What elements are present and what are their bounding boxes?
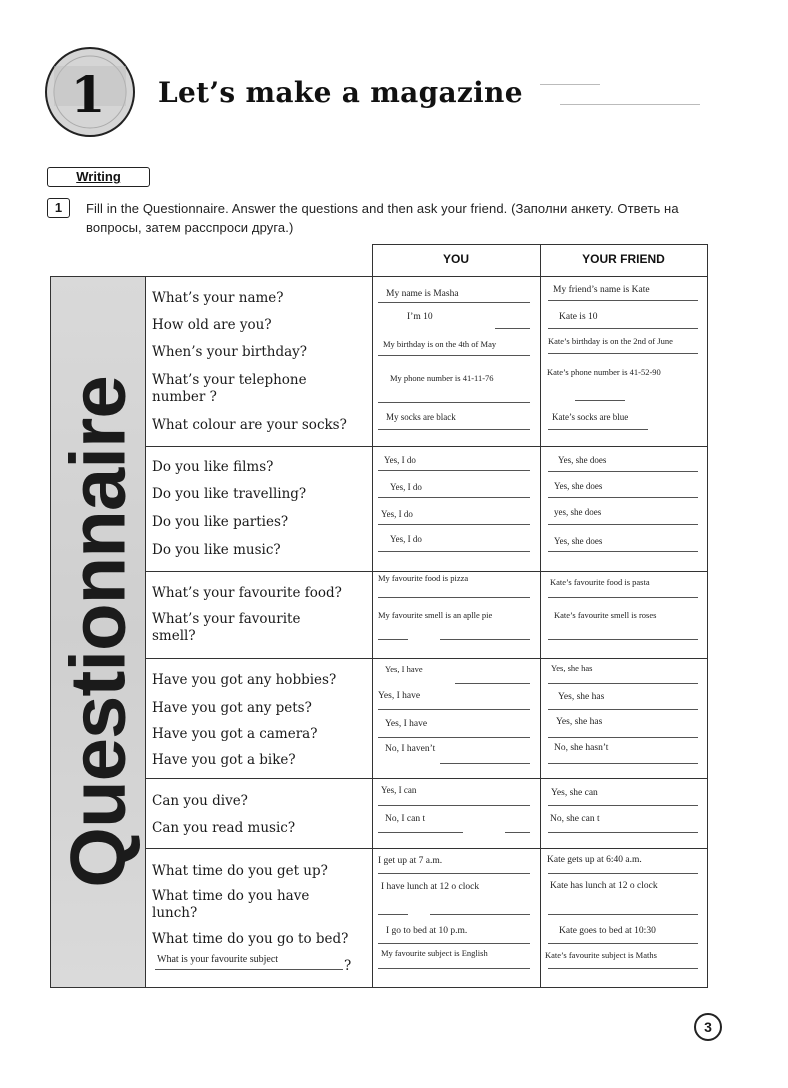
answer-you-pets: Yes, I have <box>378 691 421 701</box>
section-label-writing: Writing <box>47 167 150 187</box>
question-films: Do you like films? <box>152 459 274 475</box>
sidebar-label: Questionnaire <box>53 376 141 888</box>
answer-you-food: My favourite food is pizza <box>378 573 469 583</box>
question-subject-handwritten: What is your favourite subject <box>157 954 279 965</box>
answer-you-music: Yes, I do <box>390 534 422 544</box>
answer-friend-lunch: Kate has lunch at 12 o clock <box>550 881 658 891</box>
answer-friend-age: Kate is 10 <box>559 312 598 322</box>
answer-you-camera: Yes, I have <box>385 719 428 729</box>
answer-friend-name: My friend’s name is Kate <box>553 285 650 295</box>
unit-number-badge <box>44 46 136 138</box>
question-pets: Have you got any pets? <box>152 700 312 716</box>
answer-you-subject: My favourite subject is English <box>381 948 488 958</box>
answer-you-hobbies: Yes, I have <box>385 664 423 674</box>
question-read-music: Can you read music? <box>152 820 296 836</box>
page-title: Let’s make a magazine <box>158 76 523 109</box>
answer-friend-smell: Kate’s favourite smell is roses <box>554 610 657 620</box>
answer-friend-dive: Yes, she can <box>551 788 598 798</box>
question-telephone-cont: number ? <box>152 389 217 405</box>
column-header-your-friend: YOUR FRIEND <box>582 252 665 266</box>
answer-you-bike: No, I haven’t <box>385 744 436 754</box>
answer-you-birthday: My birthday is on the 4th of May <box>383 339 497 349</box>
answer-friend-subject: Kate’s favourite subject is Maths <box>545 950 657 960</box>
answer-you-parties: Yes, I do <box>381 509 413 519</box>
question-birthday: When’s your birthday? <box>152 344 308 360</box>
answer-friend-food: Kate’s favourite food is pasta <box>550 577 650 587</box>
svg-text:1: 1 <box>70 65 106 124</box>
answer-you-smell: My favourite smell is an aplle pie <box>378 610 493 620</box>
question-get-up: What time do you get up? <box>152 863 328 879</box>
question-bike: Have you got a bike? <box>152 752 296 768</box>
answer-friend-bike: No, she hasn’t <box>554 743 609 753</box>
question-travelling: Do you like travelling? <box>152 486 307 502</box>
answer-you-age: I’m 10 <box>407 312 433 322</box>
question-telephone: What’s your telephone <box>152 372 307 388</box>
answer-friend-music: Yes, she does <box>554 536 603 546</box>
answer-you-get-up: I get up at 7 a.m. <box>378 856 443 866</box>
answer-you-bed: I go to bed at 10 p.m. <box>386 926 468 936</box>
answer-you-read-music: No, I can t <box>385 814 426 824</box>
question-subject-mark: ? <box>344 958 352 974</box>
question-music: Do you like music? <box>152 542 281 558</box>
answer-friend-hobbies: Yes, she has <box>551 663 593 673</box>
page-number: 3 <box>694 1013 722 1041</box>
answer-you-socks: My socks are black <box>386 412 456 422</box>
answer-friend-read-music: No, she can t <box>550 814 600 824</box>
answer-friend-socks: Kate’s socks are blue <box>552 412 629 422</box>
answer-you-lunch: I have lunch at 12 o clock <box>381 882 480 892</box>
answer-friend-birthday: Kate’s birthday is on the 2nd of June <box>548 336 673 346</box>
answer-friend-films: Yes, she does <box>558 455 607 465</box>
column-header-you: YOU <box>442 252 469 266</box>
answer-friend-parties: yes, she does <box>554 507 602 517</box>
exercise-instructions: Fill in the Questionnaire. Answer the questions and then ask your friend. (Заполни анкету. Ответь на вопросы, затем расспроси друга.) <box>86 201 679 235</box>
question-name: What’s your name? <box>152 290 284 306</box>
question-dive: Can you dive? <box>152 793 248 809</box>
answer-friend-travelling: Yes, she does <box>554 481 603 491</box>
question-smell: What’s your favourite <box>152 611 301 627</box>
question-socks: What colour are your socks? <box>152 417 347 433</box>
question-camera: Have you got a camera? <box>152 726 318 742</box>
questionnaire-sidebar <box>50 276 145 988</box>
question-smell-cont: smell? <box>152 628 196 644</box>
answer-friend-get-up: Kate gets up at 6:40 a.m. <box>547 855 642 865</box>
question-food: What’s your favourite food? <box>152 585 342 601</box>
question-age: How old are you? <box>152 317 272 333</box>
answer-you-dive: Yes, I can <box>381 785 417 795</box>
answer-friend-bed: Kate goes to bed at 10:30 <box>559 926 656 936</box>
answer-you-phone: My phone number is 41-11-76 <box>390 373 494 383</box>
answer-you-travelling: Yes, I do <box>390 482 422 492</box>
exercise-number: 1 <box>47 198 70 218</box>
question-hobbies: Have you got any hobbies? <box>152 672 337 688</box>
answer-you-films: Yes, I do <box>384 455 416 465</box>
question-lunch-cont: lunch? <box>152 905 198 921</box>
question-lunch: What time do you have <box>152 888 310 904</box>
question-bed: What time do you go to bed? <box>152 931 349 947</box>
answer-friend-phone: Kate’s phone number is 41-52-90 <box>547 367 661 377</box>
answer-you-name: My name is Masha <box>386 289 459 299</box>
answer-friend-pets: Yes, she has <box>558 692 605 702</box>
question-parties: Do you like parties? <box>152 514 289 530</box>
answer-friend-camera: Yes, she has <box>556 717 603 727</box>
